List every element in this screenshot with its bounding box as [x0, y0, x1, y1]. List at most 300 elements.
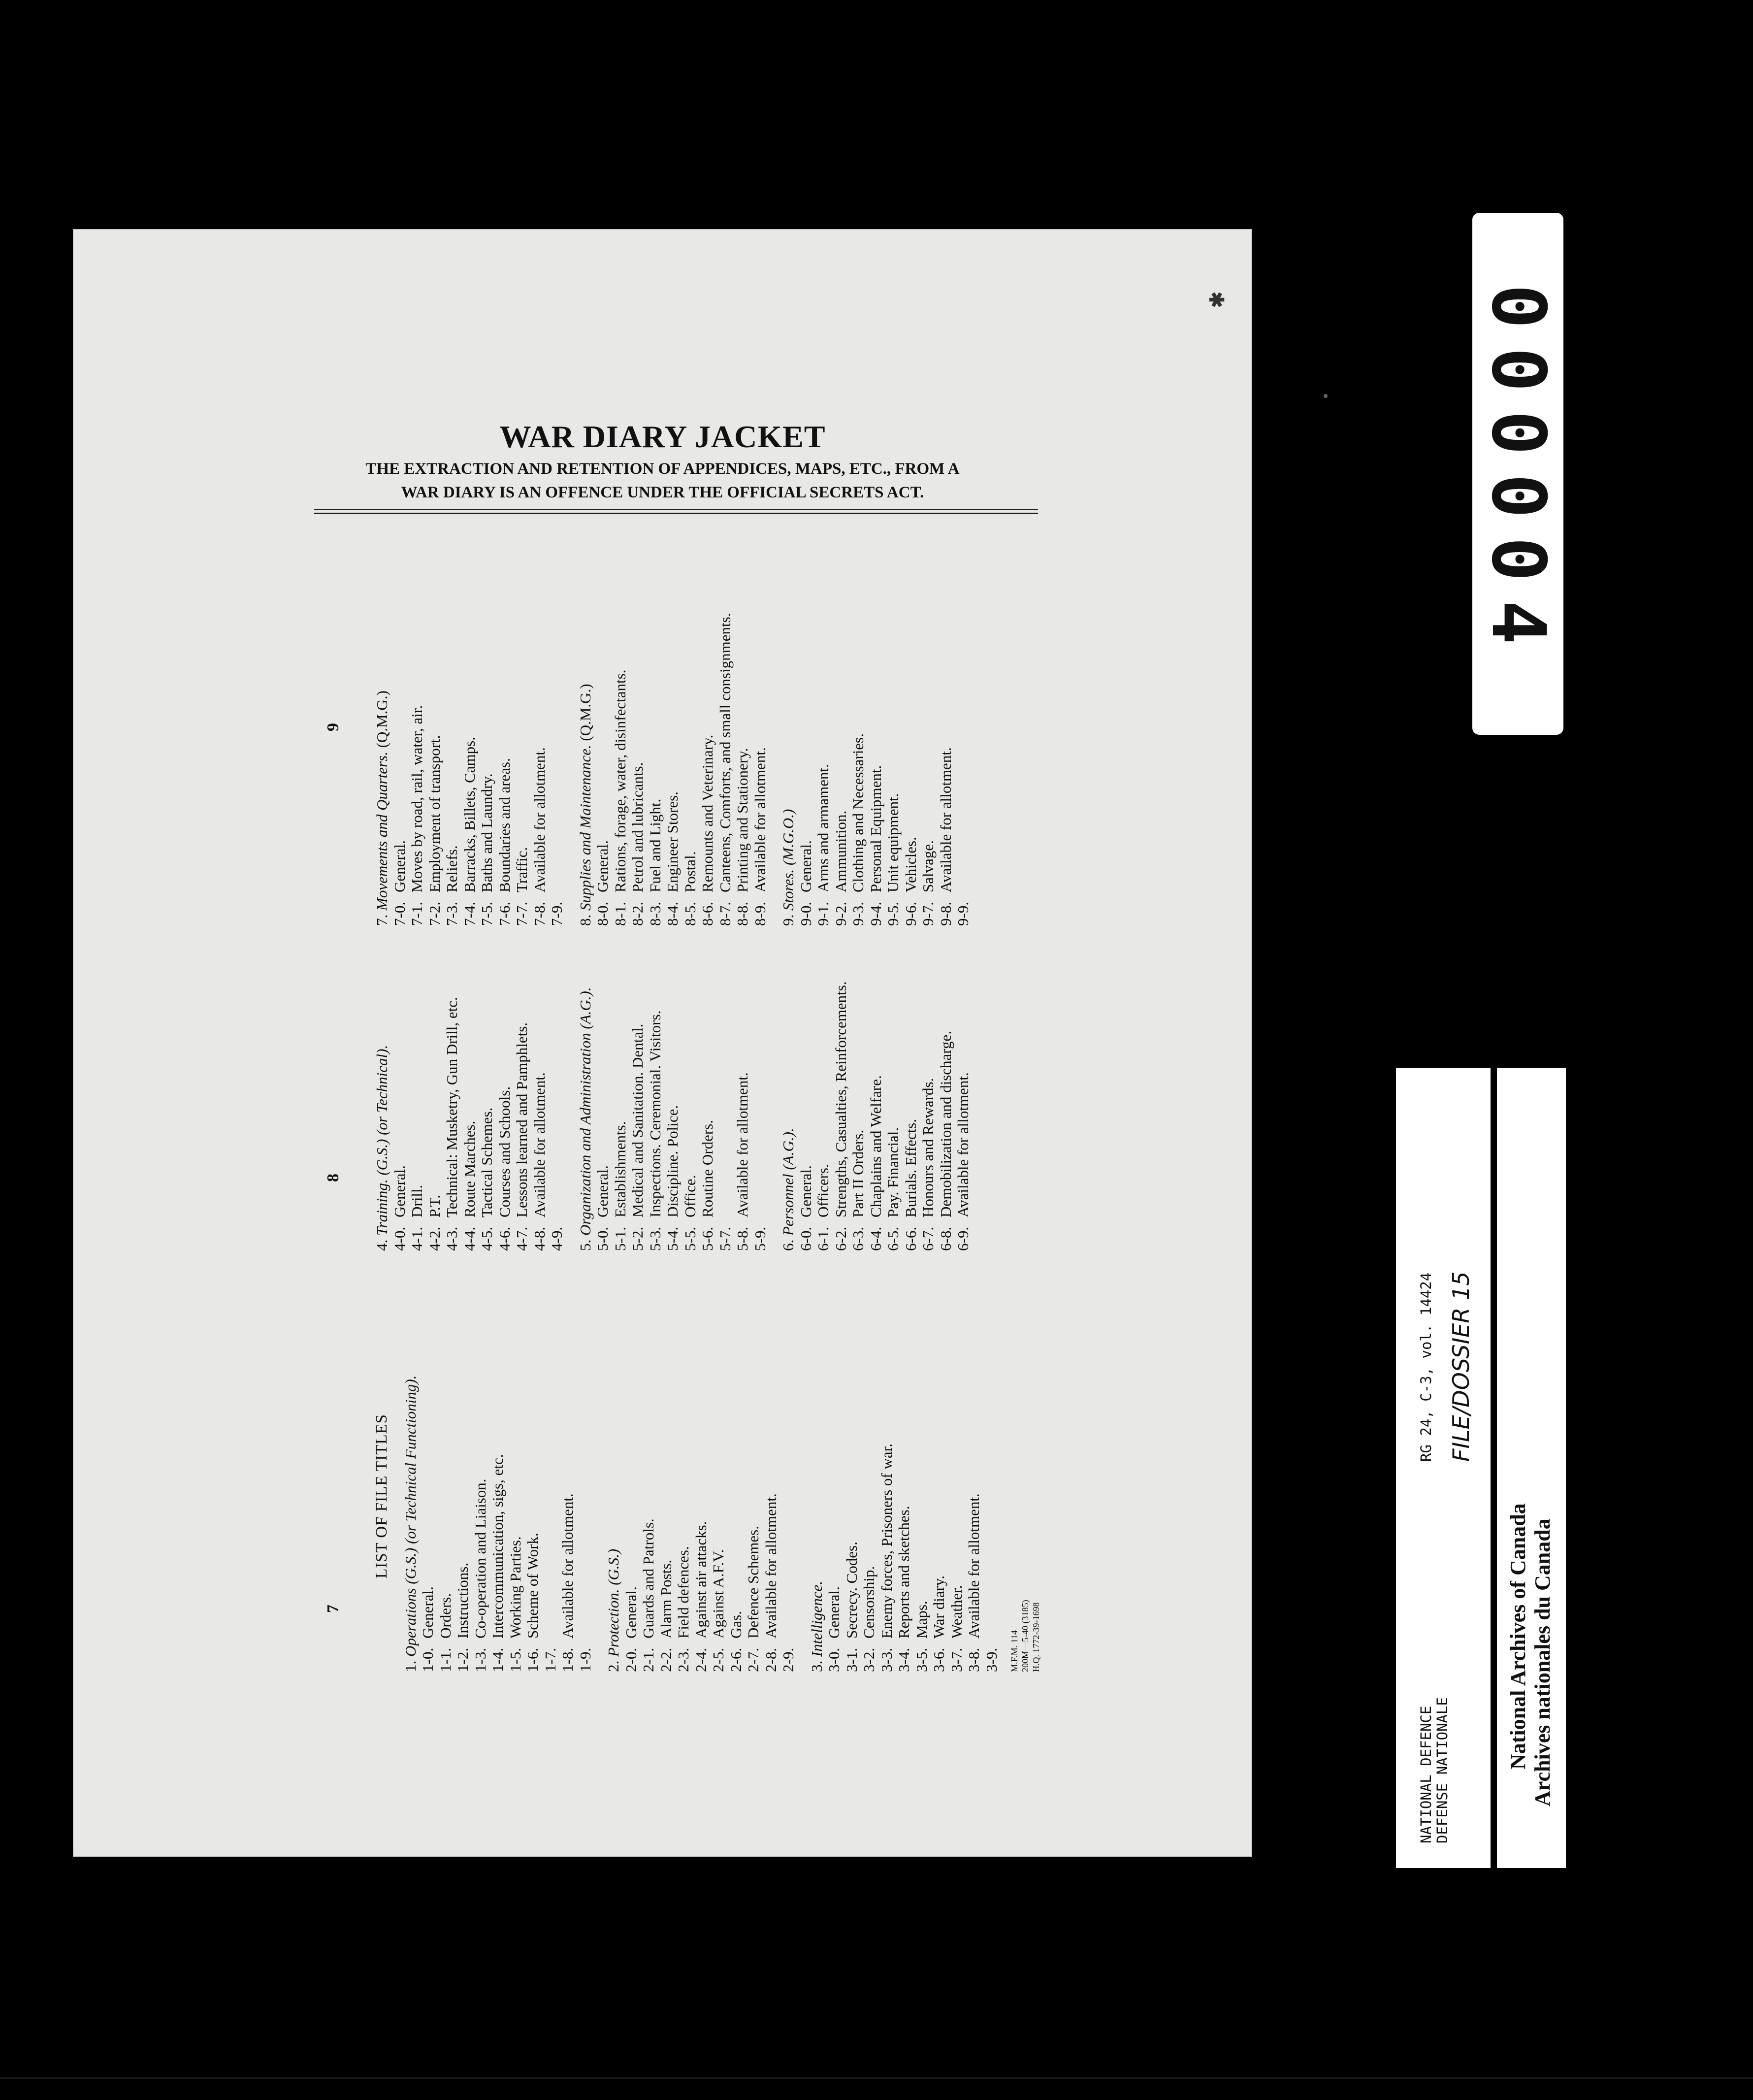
file-code: 1-0. [419, 1647, 436, 1672]
file-title: Orders. [436, 1593, 454, 1639]
file-title-item [843, 1376, 861, 1672]
file-code: 6-8. [937, 1226, 954, 1251]
file-title-item [408, 613, 426, 926]
file-title: Censorship. [860, 1566, 877, 1639]
page-title: WAR DIARY JACKET [499, 419, 826, 454]
file-title: Available for allotment. [954, 1072, 972, 1217]
file-code: 7-3. [443, 901, 460, 926]
file-title: Maps. [912, 1601, 930, 1639]
file-title-item [472, 1376, 489, 1672]
file-title: Alarm Posts. [657, 1559, 675, 1639]
file-title-item [489, 1376, 507, 1672]
file-title-item [548, 981, 566, 1251]
file-title: Barracks, Billets, Camps. [460, 737, 478, 892]
file-code: 4-2. [425, 1226, 443, 1251]
file-code: 8-5. [681, 901, 699, 926]
file-code: 7-6. [495, 901, 513, 926]
file-title-item [913, 1376, 931, 1672]
file-title: Instructions. [454, 1562, 471, 1639]
file-code: 4-3. [443, 1226, 460, 1251]
file-title-item [762, 1376, 780, 1672]
file-code: 2-8. [762, 1647, 779, 1672]
section-number: 6. [779, 1239, 797, 1251]
form-print-code [1009, 1376, 1041, 1672]
file-title-item [640, 1376, 657, 1672]
file-title: Available for allotment. [559, 1493, 576, 1639]
file-code: 3-9. [982, 1647, 1000, 1672]
file-code: 9-3. [849, 901, 867, 926]
file-title: Co-operation and Liaison. [471, 1478, 489, 1639]
file-title: Enemy forces, Prisoners of war. [877, 1443, 895, 1639]
file-title-item [542, 1376, 559, 1672]
file-title-item [461, 613, 479, 926]
file-title: General. [390, 1165, 408, 1217]
file-title: Unit equipment. [884, 793, 902, 892]
file-title: Tactical Schemes. [478, 1107, 495, 1217]
file-code: 4-9. [548, 1226, 565, 1251]
file-code: 9-6. [902, 901, 919, 926]
file-title-item [443, 613, 461, 926]
file-code: 8-1. [611, 901, 629, 926]
file-title-item [524, 1376, 542, 1672]
file-title: General. [390, 840, 408, 892]
file-code: 7-8. [530, 901, 548, 926]
section-number: 2. [605, 1660, 622, 1672]
file-code: 8-4. [664, 901, 681, 926]
file-code: 1-4. [489, 1647, 506, 1672]
file-titles-column-3 [373, 613, 972, 926]
file-code: 9-8. [937, 901, 954, 926]
section-authority: (Q.M.G.) [373, 690, 390, 748]
file-code: 2-6. [727, 1647, 745, 1672]
file-title-item [437, 1376, 454, 1672]
file-title-item [612, 981, 629, 1251]
file-code: 9-9. [954, 901, 972, 926]
file-code: 7-0. [390, 901, 408, 926]
section-heading [577, 981, 594, 1251]
bottom-edge-line [0, 2077, 1753, 2079]
file-title: Available for allotment. [530, 1072, 548, 1217]
file-title-item [699, 613, 716, 926]
file-code: 8-9. [751, 901, 769, 926]
file-code: 2-7. [745, 1647, 762, 1672]
file-title: Drill. [408, 1184, 425, 1217]
archive-reference-label [1396, 1068, 1491, 1868]
file-title-item [391, 613, 409, 926]
file-title-item [751, 613, 769, 926]
section-4 [373, 981, 566, 1251]
section-title: Organization and Administration (A.G.). [576, 987, 594, 1236]
archives-name-fr: Archives nationales du Canada [1530, 1518, 1555, 1806]
file-code: 7-4. [460, 901, 478, 926]
file-code: 6-3. [849, 1226, 867, 1251]
section-2 [605, 1376, 797, 1672]
file-title-item [860, 1376, 878, 1672]
section-5 [577, 981, 769, 1251]
department-names [1418, 1697, 1451, 1843]
section-number: 8. [576, 914, 594, 926]
file-code: 6-4. [867, 1226, 884, 1251]
page-number-right: 9 [324, 723, 342, 731]
section-9 [779, 613, 972, 926]
file-code: 1-3. [471, 1647, 489, 1672]
file-code: 1-5. [506, 1647, 524, 1672]
file-title: Courses and Schools. [495, 1086, 513, 1217]
file-title-item [594, 981, 612, 1251]
file-title: Establishments. [611, 1121, 629, 1217]
file-code: 4-7. [513, 1226, 530, 1251]
file-code: 6-2. [832, 1226, 849, 1251]
frame-counter-digits: 000004 [1475, 284, 1561, 663]
file-title-item [496, 981, 514, 1251]
file-title-item [965, 1376, 983, 1672]
handwritten-file-number: FILE/DOSSIER 15 [1448, 1271, 1474, 1462]
file-code: 7-9. [548, 901, 565, 926]
file-title: Weather. [947, 1585, 965, 1639]
file-title-item [716, 613, 734, 926]
section-title: Training. (G.S.) (or Technical). [373, 1045, 390, 1236]
file-title: Office. [681, 1175, 699, 1217]
file-code: 2-5. [710, 1647, 727, 1672]
war-diary-jacket-sheet [73, 229, 1252, 1857]
file-title-item [699, 981, 716, 1251]
file-title-item [496, 613, 514, 926]
section-title: Operations (G.S.) (or Technical Functioning). [401, 1375, 419, 1657]
file-title-item [919, 981, 937, 1251]
file-title-item [513, 613, 531, 926]
file-title: Inspections. Ceremonial. Visitors. [646, 1010, 664, 1217]
file-code: 5-5. [681, 1226, 699, 1251]
file-title-item [937, 981, 955, 1251]
section-heading [808, 1376, 826, 1672]
file-code: 8-7. [716, 901, 734, 926]
file-title-item [647, 981, 664, 1251]
file-code: 2-1. [640, 1647, 657, 1672]
file-code: 2-4. [692, 1647, 710, 1672]
file-title-item [797, 613, 815, 926]
file-title: Reports and sketches. [895, 1506, 912, 1639]
section-8 [577, 613, 769, 926]
file-code: 5-9. [751, 1226, 769, 1251]
file-title-item [577, 1376, 594, 1672]
file-title: Vehicles. [902, 837, 919, 892]
file-code: 1-2. [454, 1647, 471, 1672]
file-title-item [461, 981, 479, 1251]
file-code: 4-5. [478, 1226, 495, 1251]
file-code: 3-7. [947, 1647, 965, 1672]
file-code: 5-3. [646, 1226, 664, 1251]
file-title: Ammunition. [832, 810, 849, 892]
jacket-heading [73, 419, 1252, 502]
file-title: Engineer Stores. [664, 791, 681, 892]
file-title: Lessons learned and Pamphlets. [513, 1022, 530, 1217]
file-code: 4-8. [530, 1226, 548, 1251]
file-title: Routine Orders. [699, 1119, 716, 1217]
file-title-item [849, 981, 867, 1251]
archives-name-en: National Archives of Canada [1506, 1503, 1530, 1770]
file-code: 7-7. [513, 901, 530, 926]
file-title: Against A.F.V. [710, 1549, 727, 1639]
file-code: 5-8. [734, 1226, 751, 1251]
file-title: Salvage. [919, 840, 937, 892]
form-print-line: H.Q. 1772-39-1698 [1031, 1602, 1041, 1672]
section-number: 1. [401, 1660, 419, 1672]
file-title-item [884, 613, 902, 926]
section-number: 4. [373, 1239, 390, 1251]
file-title-item [548, 613, 566, 926]
file-code: 6-9. [954, 1226, 972, 1251]
file-title-item [391, 981, 409, 1251]
archives-block [1497, 1068, 1566, 1868]
file-title-item [531, 613, 549, 926]
file-title: General. [419, 1586, 436, 1639]
file-title: Route Marches. [460, 1120, 478, 1217]
section-1 [402, 1376, 594, 1672]
file-title: Demobilization and discharge. [937, 1030, 954, 1217]
file-title-item [745, 1376, 762, 1672]
file-title-item [937, 613, 955, 926]
file-title-item [832, 981, 850, 1251]
file-title-item [983, 1376, 1001, 1672]
file-title: War diary. [930, 1575, 947, 1639]
section-heading [373, 981, 391, 1251]
file-code: 7-2. [425, 901, 443, 926]
file-code: 1-8. [559, 1647, 576, 1672]
file-title-item [954, 613, 972, 926]
file-title-item [948, 1376, 966, 1672]
section-6 [779, 981, 972, 1251]
file-title: General. [594, 1165, 611, 1217]
section-authority: (Q.M.G.) [576, 684, 594, 741]
file-title-item [779, 1376, 797, 1672]
file-title-item [426, 613, 444, 926]
file-title: Available for allotment. [734, 1072, 751, 1217]
section-heading [779, 981, 797, 1251]
file-title: Defence Schemes. [745, 1526, 762, 1639]
file-code: 8-8. [734, 901, 751, 926]
file-code: 9-2. [832, 901, 849, 926]
file-title-item [692, 1376, 710, 1672]
file-title: Field defences. [675, 1546, 692, 1639]
file-code: 5-2. [629, 1226, 646, 1251]
file-code: 3-8. [965, 1647, 982, 1672]
file-title-item [629, 613, 647, 926]
file-title-item [622, 1376, 640, 1672]
heading-rule-top [314, 509, 1038, 510]
file-title: Pay. Financial. [884, 1127, 902, 1217]
file-title: Printing and Stationery. [734, 748, 751, 892]
file-title: Intercommunication, sigs, etc. [489, 1454, 506, 1639]
file-titles-column-2 [373, 981, 972, 1251]
file-title: Technical: Musketry, Gun Drill, etc. [443, 997, 460, 1217]
file-title-item [867, 613, 885, 926]
file-code: 8-2. [629, 901, 646, 926]
file-code: 2-3. [675, 1647, 692, 1672]
file-code: 3-2. [860, 1647, 877, 1672]
file-title: Remounts and Veterinary. [699, 734, 716, 892]
file-code: 5-1. [611, 1226, 629, 1251]
file-title: Boundaries and areas. [495, 758, 513, 892]
file-title-item [478, 613, 496, 926]
file-code: 8-0. [594, 901, 611, 926]
file-title: Scheme of Work. [524, 1533, 541, 1639]
section-title: Stores. (M.G.O.) [779, 809, 797, 911]
form-print-line: 200M—5-40 (3185) [1020, 1600, 1030, 1672]
file-code: 8-6. [699, 901, 716, 926]
section-title: Intelligence. [808, 1580, 825, 1657]
file-title: General. [797, 1165, 814, 1217]
file-title-item [902, 613, 920, 926]
file-title: Against air attacks. [692, 1521, 710, 1639]
file-code: 9-1. [814, 901, 832, 926]
file-code: 1-6. [524, 1647, 541, 1672]
file-title-item [513, 981, 531, 1251]
file-titles-column-1 [373, 1376, 1041, 1672]
file-title: General. [594, 840, 611, 892]
file-code: 3-1. [843, 1647, 860, 1672]
file-code: 3-4. [895, 1647, 912, 1672]
section-number: 5. [576, 1239, 594, 1251]
file-title: Traffic. [513, 847, 530, 892]
file-title: General. [797, 840, 814, 892]
file-code: 8-3. [646, 901, 664, 926]
frame-counter [1472, 213, 1563, 735]
section-title: Supplies and Maintenance. [576, 745, 594, 911]
file-code: 5-0. [594, 1226, 611, 1251]
heading-rule-bottom [314, 513, 1038, 514]
department-en: NATIONAL DEFENCE [1418, 1706, 1434, 1843]
file-title: Discipline. Police. [664, 1105, 681, 1217]
file-code: 3-3. [877, 1647, 895, 1672]
file-code: 5-6. [699, 1226, 716, 1251]
file-title-item [930, 1376, 948, 1672]
file-title-item [825, 1376, 843, 1672]
section-title: Personnel (A.G.). [779, 1128, 797, 1236]
file-title: Available for allotment. [530, 747, 548, 892]
file-title: Medical and Sanitation. Dental. [629, 1023, 646, 1217]
file-code: 9-7. [919, 901, 937, 926]
form-print-line: M.F.M. 114 [1009, 1630, 1019, 1672]
file-title-item [895, 1376, 913, 1672]
file-title-item [664, 613, 682, 926]
section-number: 7. [373, 914, 390, 926]
file-title-item [419, 1376, 437, 1672]
file-title-item [657, 1376, 675, 1672]
file-code: 6-0. [797, 1226, 814, 1251]
file-title: Arms and armament. [814, 764, 832, 892]
file-title-item [594, 613, 612, 926]
file-title: Available for allotment. [965, 1493, 982, 1639]
file-title: General. [825, 1586, 843, 1639]
section-title: Movements and Quarters. [373, 752, 390, 911]
file-title-item [612, 613, 629, 926]
file-title-item [629, 981, 647, 1251]
file-title: Available for allotment. [762, 1493, 779, 1639]
file-title: Burials. Effects. [902, 1118, 919, 1217]
file-code: 9-0. [797, 901, 814, 926]
file-code: 4-4. [460, 1226, 478, 1251]
corner-mark: ✱ [1205, 291, 1228, 308]
file-title: General. [622, 1586, 640, 1639]
file-code: 4-0. [390, 1226, 408, 1251]
file-title: Working Parties. [506, 1536, 524, 1639]
file-code: 6-5. [884, 1226, 902, 1251]
file-code: 3-6. [930, 1647, 947, 1672]
file-title-item [647, 613, 664, 926]
file-code: 4-1. [408, 1226, 425, 1251]
warning-line-2: WAR DIARY IS AN OFFENCE UNDER THE OFFICIAL SECRETS ACT. [401, 484, 924, 501]
file-title: Gas. [727, 1611, 745, 1639]
file-code: 9-4. [867, 901, 884, 926]
record-group-reference: RG 24, C-3, vol. 14424 [1418, 1272, 1434, 1462]
file-title-item [832, 613, 850, 926]
file-code: 4-6. [495, 1226, 513, 1251]
file-title-item [531, 981, 549, 1251]
file-title: Fuel and Light. [646, 798, 664, 892]
file-code: 6-7. [919, 1226, 937, 1251]
file-title-item [814, 613, 832, 926]
file-title-item [849, 613, 867, 926]
file-title: Clothing and Necessaries. [849, 733, 867, 892]
section-heading [577, 613, 594, 926]
file-code: 6-6. [902, 1226, 919, 1251]
section-heading [605, 1376, 622, 1672]
file-title: Part II Orders. [849, 1129, 867, 1217]
section-number: 3. [808, 1660, 825, 1672]
file-title-item [426, 981, 444, 1251]
file-title-item [675, 1376, 692, 1672]
section-heading [402, 1376, 420, 1672]
file-title-item [751, 981, 769, 1251]
file-title: Honours and Rewards. [919, 1078, 937, 1217]
file-title-item [902, 981, 920, 1251]
file-title: P.T. [425, 1195, 443, 1217]
file-code: 7-5. [478, 901, 495, 926]
file-code: 1-1. [436, 1647, 454, 1672]
file-title-item [878, 1376, 896, 1672]
file-title: Secrecy. Codes. [843, 1542, 860, 1639]
department-fr: DEFENSE NATIONALE [1434, 1697, 1451, 1843]
file-code: 3-5. [912, 1647, 930, 1672]
file-code: 2-2. [657, 1647, 675, 1672]
file-title-item [682, 981, 699, 1251]
file-title-item [734, 613, 751, 926]
file-title-item [716, 981, 734, 1251]
file-title: Strengths, Casualties, Reinforcements. [832, 981, 849, 1217]
file-title-item [507, 1376, 524, 1672]
file-title: Personal Equipment. [867, 765, 884, 892]
file-code: 2-0. [622, 1647, 640, 1672]
file-title-item [559, 1376, 577, 1672]
speck [1324, 394, 1328, 398]
file-title: Available for allotment. [937, 747, 954, 892]
file-title: Baths and Laundry. [478, 773, 495, 892]
page-number-left: 7 [324, 1605, 342, 1613]
file-title: Canteens, Comforts, and small consignments. [716, 613, 734, 892]
file-title: Postal. [681, 851, 699, 892]
file-code: 7-1. [408, 901, 425, 926]
section-7 [373, 613, 566, 926]
file-title-item [408, 981, 426, 1251]
file-title-item [664, 981, 682, 1251]
file-title-item [954, 981, 972, 1251]
section-number: 9. [779, 914, 797, 926]
section-heading [373, 613, 391, 926]
file-code: 1-9. [576, 1647, 594, 1672]
warning-line-1: THE EXTRACTION AND RETENTION OF APPENDICES, MAPS, ETC., FROM A [365, 460, 960, 478]
file-title: Rations, forage, water, disinfectants. [611, 669, 629, 892]
file-title: Petrol and lubricants. [629, 762, 646, 892]
